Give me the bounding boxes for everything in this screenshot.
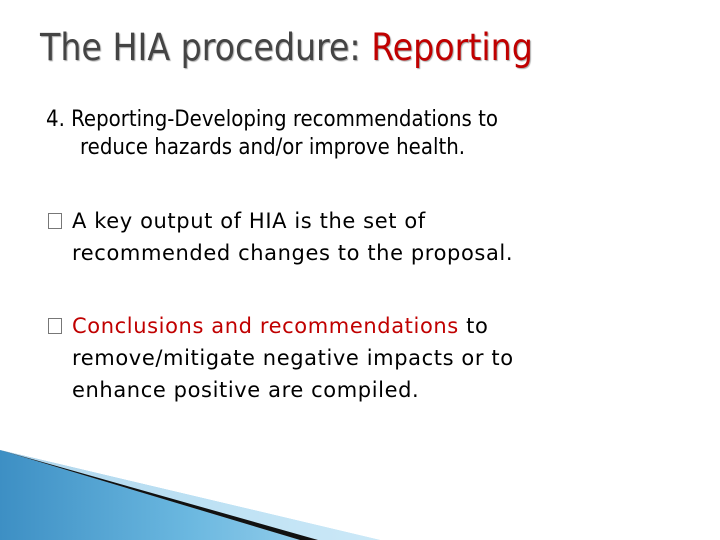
bullet-line: remove/mitigate negative impacts or to: [72, 346, 514, 370]
heading-line-2: reduce hazards and/or improve health.: [80, 135, 466, 160]
bullet-text: A key output of HIA is the set of: [72, 209, 426, 233]
bullet-item-1: [48, 205, 668, 269]
bullet-line: enhance positive are compiled.: [72, 378, 420, 402]
heading-line-1: 4. Reporting-Developing recommendations to: [46, 107, 498, 132]
bullet-line: recommended changes to the proposal.: [72, 241, 514, 265]
title-accent: Reporting: [371, 26, 533, 69]
bullet-item-2: [48, 310, 668, 406]
bullet-line: [48, 205, 668, 237]
bullet-line: [48, 310, 668, 342]
bullet-box-icon: [48, 318, 62, 334]
title-prefix: The HIA procedure:: [40, 26, 372, 69]
bullet-box-icon: [48, 213, 62, 229]
bullet-highlight: Conclusions and recommendations: [72, 314, 459, 338]
decorative-swoosh: [0, 450, 380, 540]
slide-title: [40, 24, 533, 72]
section-heading: [46, 106, 706, 162]
bullet-text: to: [458, 314, 489, 338]
